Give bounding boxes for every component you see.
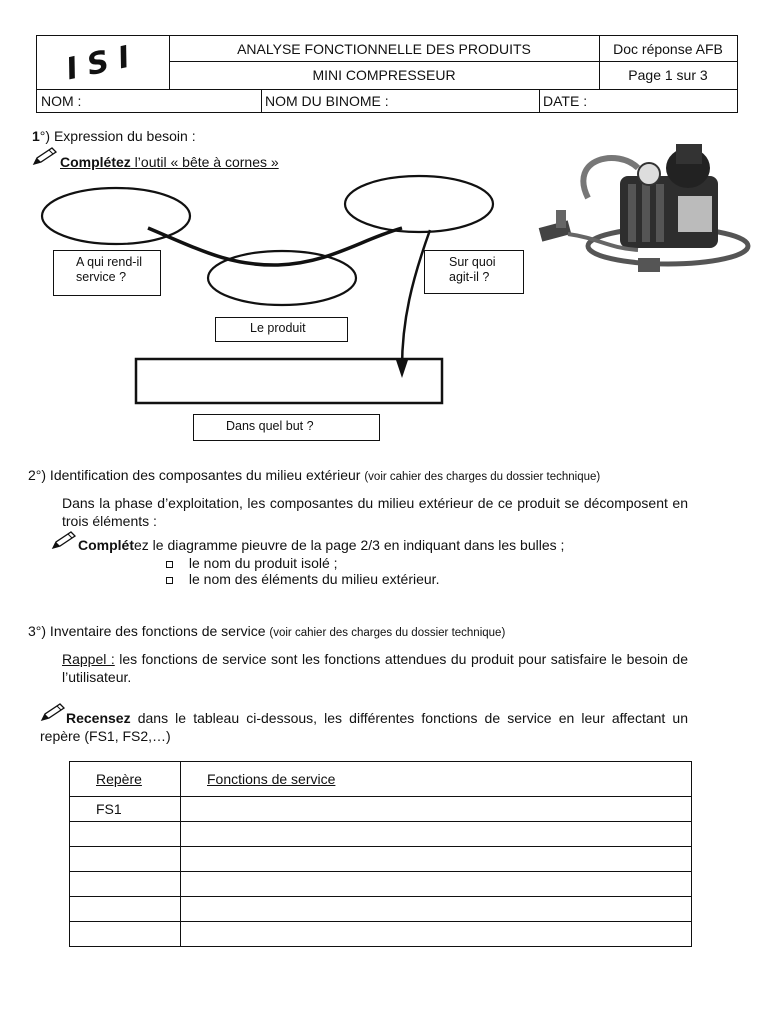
table-row xyxy=(70,922,692,947)
compressor-image xyxy=(528,138,762,276)
doc-subtitle: MINI COMPRESSEUR xyxy=(312,67,456,83)
header-fonctions: Fonctions de service xyxy=(181,762,692,797)
label-produit: Le produit xyxy=(215,317,348,342)
page-number: Page 1 sur 3 xyxy=(628,67,708,83)
bubble-matter xyxy=(345,176,493,232)
label-a-qui: A qui rend-il service ? xyxy=(53,250,161,296)
section1-title: 1°) Expression du besoin : xyxy=(32,128,196,144)
date-field[interactable]: DATE : xyxy=(543,92,588,109)
pencil-icon xyxy=(51,530,77,550)
table-row xyxy=(70,897,692,922)
section1-instruction: Complétez l’outil « bête à cornes » xyxy=(60,154,279,170)
section2-title: 2°) Identification des composantes du milieu extérieur (voir cahier des charges du dossier technique) xyxy=(28,467,601,483)
header-table xyxy=(36,35,738,113)
horn-curve xyxy=(148,228,402,265)
checkbox-bullet-icon xyxy=(166,577,173,584)
pencil-icon xyxy=(32,146,58,166)
table-row xyxy=(70,872,692,897)
fonction-cell[interactable] xyxy=(181,922,692,947)
checkbox-bullet-icon xyxy=(166,561,173,568)
functions-table xyxy=(69,761,692,947)
repere-cell[interactable] xyxy=(70,822,181,847)
goal-box xyxy=(136,359,442,403)
arrow-head xyxy=(396,360,408,378)
rappel-paragraph: Rappel : les fonctions de service sont les fonctions attendues du produit pour satisfaire le besoin de l’utilisateur. xyxy=(62,651,688,685)
table-header-row xyxy=(70,762,692,797)
repere-cell[interactable] xyxy=(70,897,181,922)
nom-field[interactable]: NOM : xyxy=(41,92,82,109)
binome-field[interactable]: NOM DU BINOME : xyxy=(265,92,389,109)
fonction-cell[interactable] xyxy=(181,797,692,822)
label-sur-quoi: Sur quoi agit-il ? xyxy=(424,250,524,294)
section2-instruction: Complétez le diagramme pieuvre de la page 2/3 en indiquant dans les bulles ; xyxy=(78,537,565,553)
bullet-list-item: le nom des éléments du milieu extérieur. xyxy=(166,571,439,587)
fonction-cell[interactable] xyxy=(181,822,692,847)
label-but: Dans quel but ? xyxy=(193,414,380,441)
table-row xyxy=(70,797,692,822)
table-row xyxy=(70,847,692,872)
fonction-cell[interactable] xyxy=(181,847,692,872)
repere-cell[interactable]: FS1 xyxy=(70,797,181,822)
isi-logo: ISI xyxy=(63,37,143,88)
section3-instruction: Recensez dans le tableau ci-dessous, les différentes fonctions de service en leur affectant un repère (FS1, FS2,…) xyxy=(40,710,688,744)
repere-cell[interactable] xyxy=(70,922,181,947)
table-row xyxy=(70,822,692,847)
doc-title: ANALYSE FONCTIONNELLE DES PRODUITS xyxy=(237,40,531,57)
section2-paragraph: Dans la phase d’exploitation, les composantes du milieu extérieur de ce produit se décomposent en trois éléments : xyxy=(62,495,688,529)
fonction-cell[interactable] xyxy=(181,872,692,897)
doc-type: Doc réponse AFB xyxy=(613,40,723,57)
fonction-cell[interactable] xyxy=(181,897,692,922)
bullet-list-item: le nom du produit isolé ; xyxy=(166,555,338,571)
header-repere: Repère xyxy=(70,762,181,797)
section3-title: 3°) Inventaire des fonctions de service (voir cahier des charges du dossier technique) xyxy=(28,623,506,639)
repere-cell[interactable] xyxy=(70,847,181,872)
repere-cell[interactable] xyxy=(70,872,181,897)
